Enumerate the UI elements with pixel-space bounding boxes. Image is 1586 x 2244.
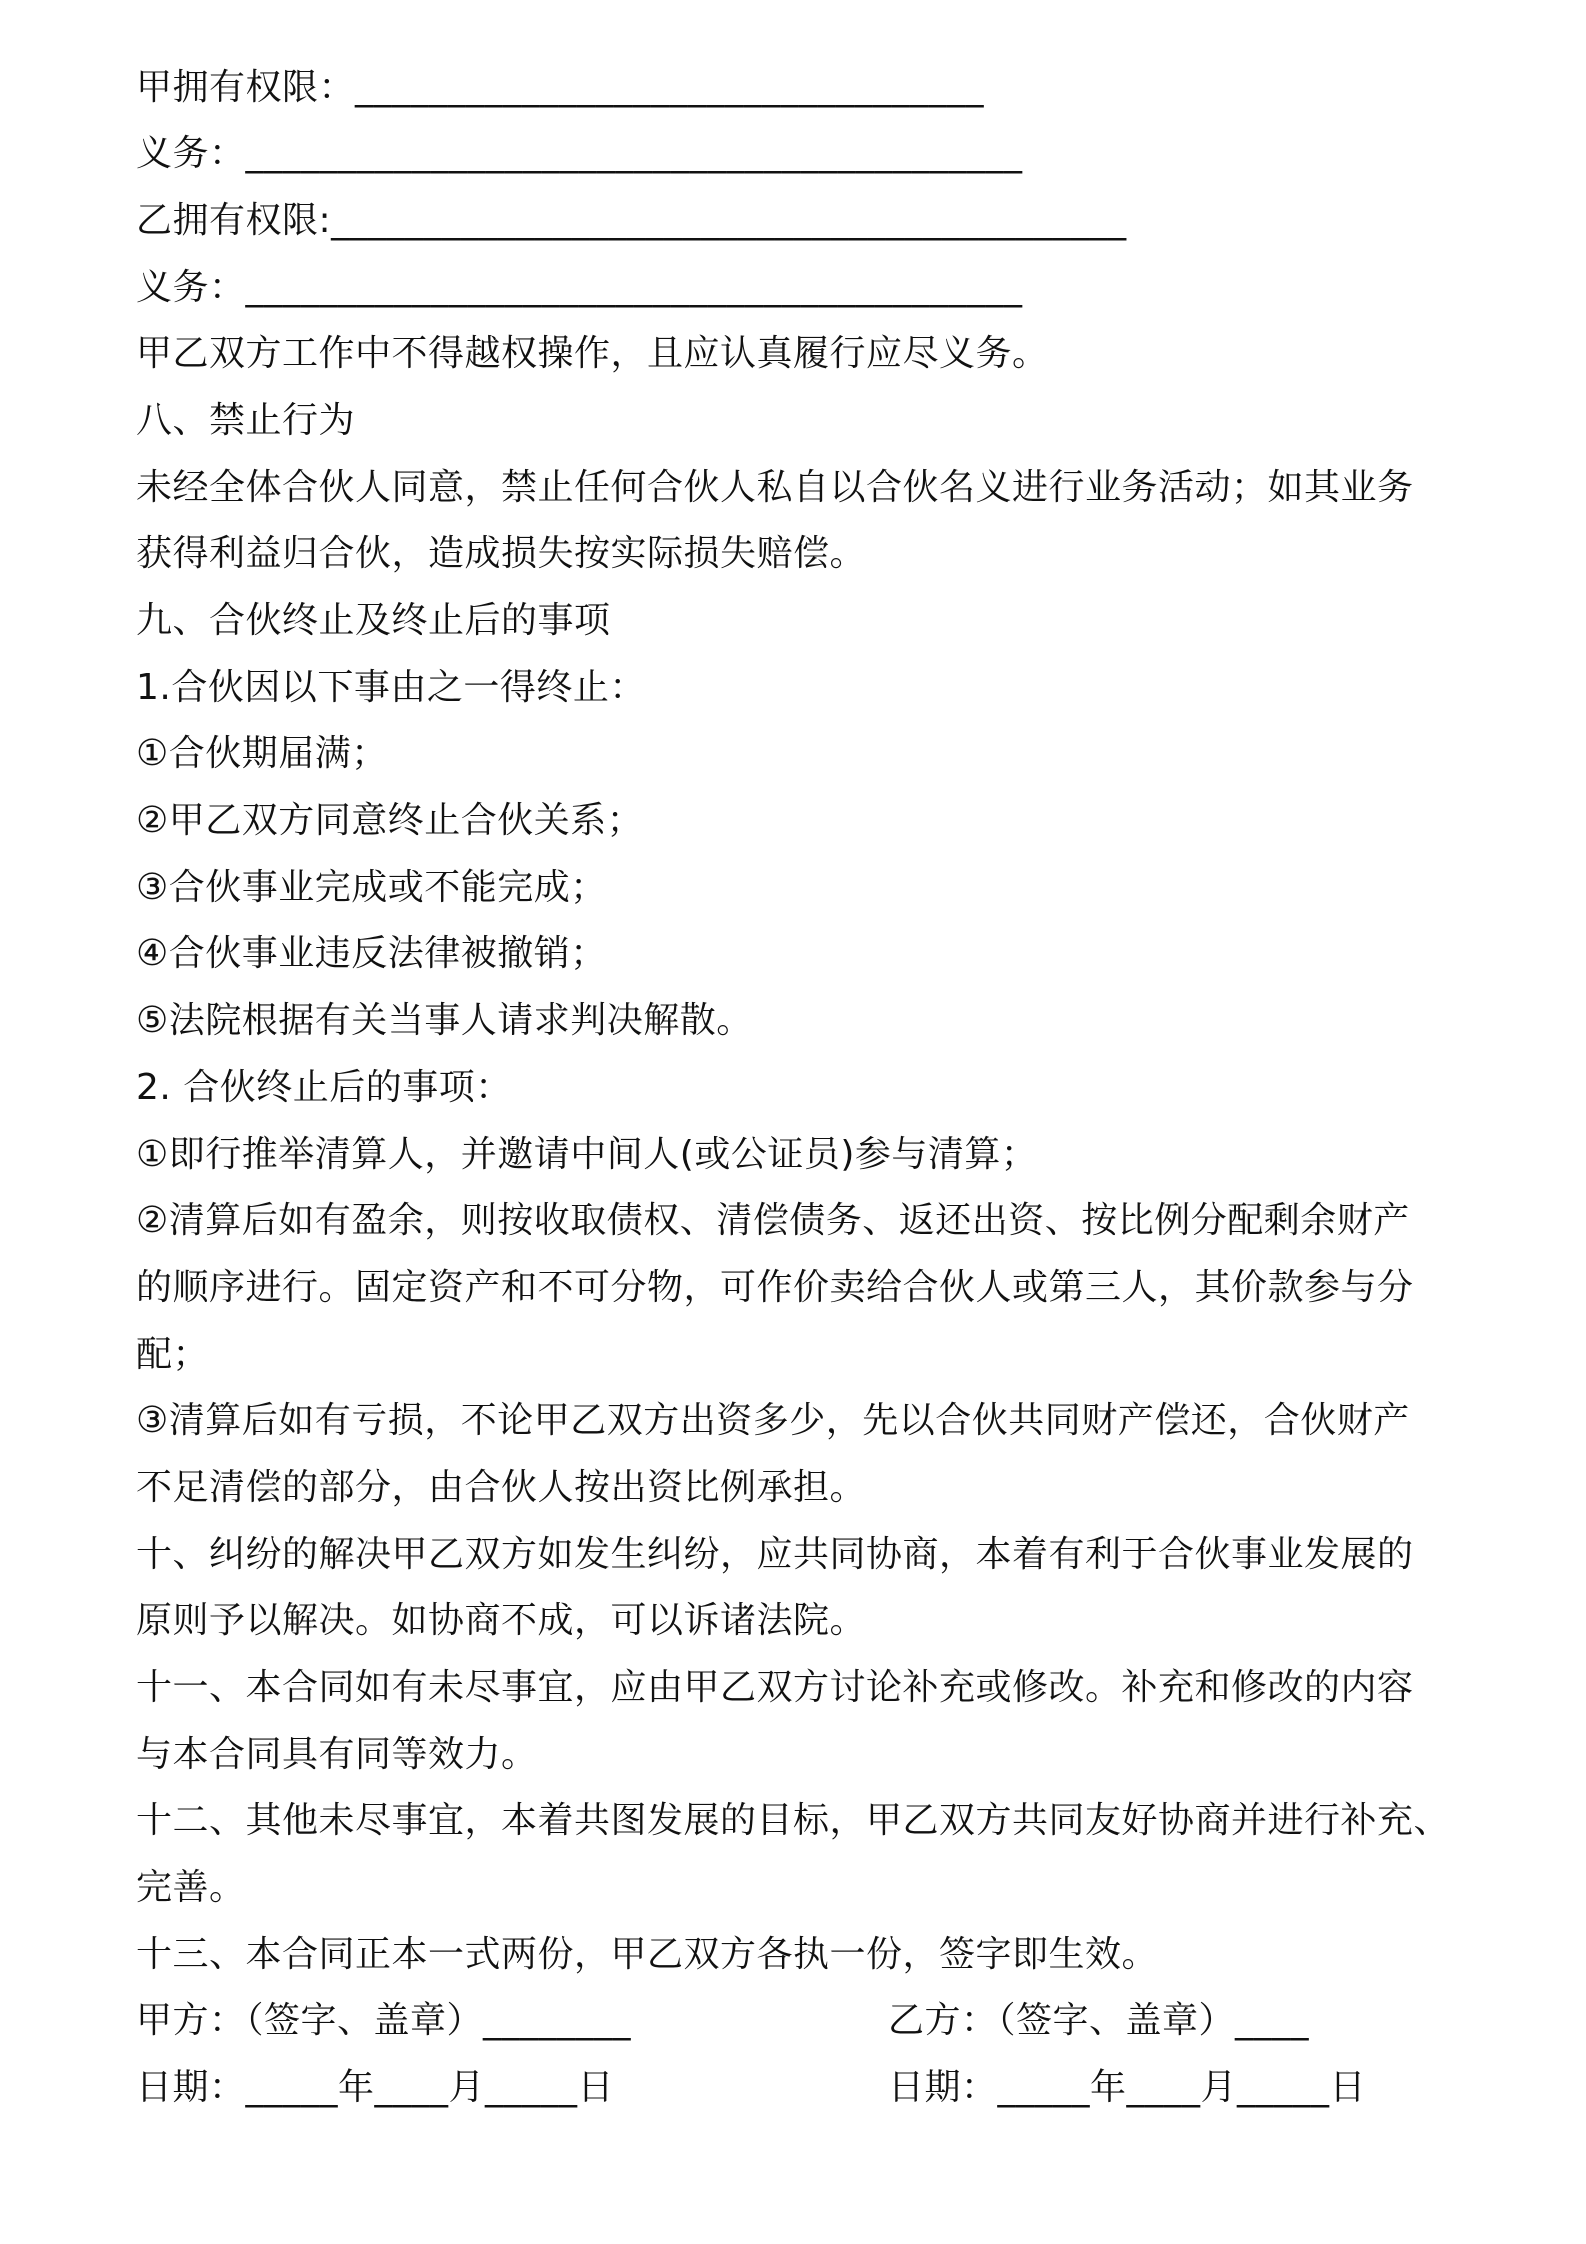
paragraph-line: 获得利益归合伙，造成损失按实际损失赔偿。	[136, 533, 867, 574]
party-a-date-field: 日期：_____年____月_____日	[136, 2067, 615, 2108]
party-a-signature-field: 甲方：（签字、盖章）________	[136, 2000, 632, 2041]
paragraph-line: 与本合同具有同等效力。	[136, 1734, 538, 1775]
list-item: ①合伙期届满；	[136, 733, 388, 774]
party-b-rights-line: 乙拥有权限:___________________________________________	[136, 200, 1127, 241]
party-b-signature-field: 乙方：（签字、盖章）____	[888, 2000, 1310, 2041]
paragraph-line: 完善。	[136, 1867, 246, 1908]
paragraph-line: 不足清偿的部分，由合伙人按出资比例承担。	[136, 1467, 867, 1508]
list-item: ④合伙事业违反法律被撤销；	[136, 933, 607, 974]
list-item: ③合伙事业完成或不能完成；	[136, 867, 607, 908]
list-item: ①即行推举清算人，并邀请中间人(或公证员)参与清算；	[136, 1134, 1038, 1175]
section-heading-13: 十三、本合同正本一式两份，甲乙双方各执一份，签字即生效。	[136, 1934, 1159, 1975]
list-item: ③清算后如有亏损，不论甲乙双方出资多少，先以合伙共同财产偿还，合伙财产	[136, 1400, 1410, 1441]
signature-row	[136, 1999, 1310, 2043]
paragraph-line: 的顺序进行。固定资产和不可分物，可作价卖给合伙人或第三人，其价款参与分	[136, 1267, 1414, 1308]
party-a-rights-line: 甲拥有权限：__________________________________	[136, 67, 985, 108]
list-item: ②清算后如有盈余，则按收取债权、清偿债务、返还出资、按比例分配剩余财产	[136, 1200, 1410, 1241]
paragraph-line: 配；	[136, 1334, 210, 1375]
list-item: ⑤法院根据有关当事人请求判决解散。	[136, 1000, 753, 1041]
party-b-duties-line: 义务：__________________________________________	[136, 267, 1023, 308]
paragraph-line: 甲乙双方工作中不得越权操作，且应认真履行应尽义务。	[136, 333, 1049, 374]
subheading-line: 2. 合伙终止后的事项：	[136, 1067, 512, 1108]
list-item: ②甲乙双方同意终止合伙关系；	[136, 800, 644, 841]
subheading-line: 1.合伙因以下事由之一得终止：	[136, 667, 646, 708]
section-heading-11: 十一、本合同如有未尽事宜，应由甲乙双方讨论补充或修改。补充和修改的内容	[136, 1667, 1414, 1708]
section-heading-12: 十二、其他未尽事宜，本着共图发展的目标，甲乙双方共同友好协商并进行补充、	[136, 1800, 1451, 1841]
paragraph-line: 未经全体合伙人同意，禁止任何合伙人私自以合伙名义进行业务活动；如其业务	[136, 467, 1414, 508]
section-heading-9: 九、合伙终止及终止后的事项	[136, 600, 611, 641]
date-row	[136, 2066, 1367, 2110]
paragraph-line: 原则予以解决。如协商不成，可以诉诸法院。	[136, 1600, 867, 1641]
section-heading-10: 十、纠纷的解决甲乙双方如发生纠纷，应共同协商，本着有利于合伙事业发展的	[136, 1534, 1414, 1575]
party-b-date-field: 日期：_____年____月_____日	[888, 2067, 1367, 2108]
section-heading-8: 八、禁止行为	[136, 400, 356, 441]
party-a-duties-line: 义务：__________________________________________	[136, 133, 1023, 174]
